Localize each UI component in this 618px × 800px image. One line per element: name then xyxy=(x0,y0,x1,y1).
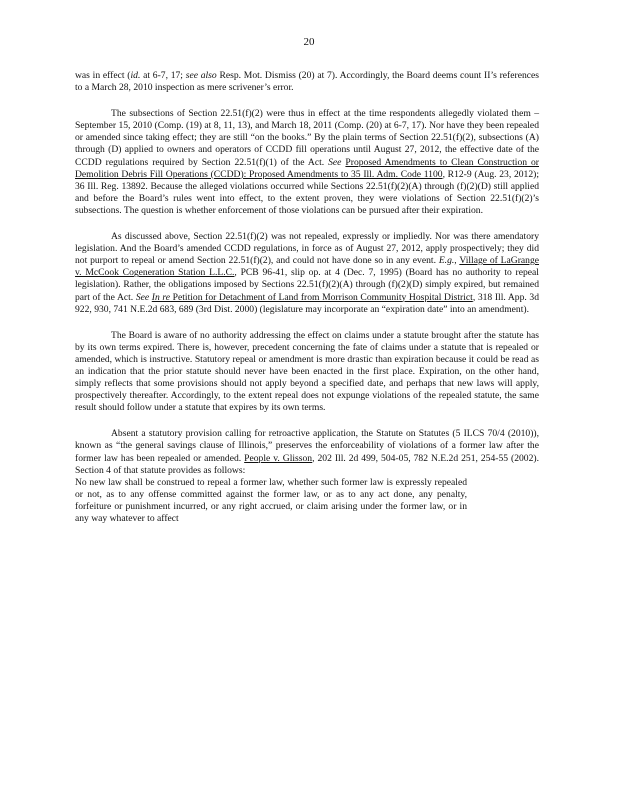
emphasis-text: See xyxy=(328,156,342,168)
citation-text: Village of LaGrange v. McCook Cogeneration Station L.L.C. xyxy=(75,255,540,279)
paragraph-2: The subsections of Section 22.51(f)(2) were thus in effect at the time respondents allegedly violated them – September 15, 2010 (Comp. (19) at 8, 11, 13), and March 18, 2011 (Comp. (20) at 6-7, 17). Nor have they been repealed or amended since taking effect; they are still “on the books.” By the plain terms of Section 22.51(f)(2), subsections (A) through (D) applied to owners and operators of CCDD fill operations until August 27, 2012, the effective date of the CCDD regulations required by Section 22.51(f)(1) of the Act. See Proposed Amendments to Clean Construction or Demolition Debris Fill Operations (CCDD): Proposed Amendments to 35 Ill. Adm. Code 1100, R12-9 (Aug. 23, 2012); 36 Ill. Reg. 13892. Because the alleged violations occurred while Sections 22.51(f)(2)(A) through (f)(2)(D) still applied and before the Board’s rules went into effect, to the extent proven, they were violations of Section 22.51(f)(2)’s subsections. The question is whether enforcement of those violations can be pursued after their expiration. xyxy=(75,108,539,216)
paragraph-1: was in effect (id. at 6-7, 17; see also Resp. Mot. Dismiss (20) at 7). Accordingly, the Board deems count II’s references to a March 28, 2010 inspection as mere scrivener’s error. xyxy=(75,70,539,94)
citation-text: Proposed Amendments to Clean Construction or Demolition Debris Fill Operations (CCDD): Proposed Amendments to 35 Ill. Adm. Code 1100 xyxy=(75,156,539,180)
citation-text: People v. Glisson xyxy=(244,452,313,464)
paragraph-4: The Board is aware of no authority addressing the effect on claims under a statute brought after the statute has by its own terms expired. There is, however, precedent concerning the fate of claims under a statute that is repealed or amended, which is instructive. Statutory repeal or amendment is more drastic than expiration because it could be read as an indication that the prior statute should never have been enacted in the first place. Expiration, on the other hand, simply reflects that some provisions should not apply beyond a specified date, and perhaps that new laws will apply, prospectively thereafter. Accordingly, to the extent repeal does not expunge violations of the repealed statute, the same result should follow under a statute that expires by its own terms. xyxy=(75,329,539,414)
paragraph-3: As discussed above, Section 22.51(f)(2) was not repealed, expressly or impliedly. Nor was there amendatory legislation. And the Board’s amended CCDD regulations, in force as of August 27, 2012, apply prospectively; they did not purport to repeal or amend Section 22.51(f)(2), and could not have done so in any event. E.g., Village of LaGrange v. McCook Cogeneration Station L.L.C., PCB 96-41, slip op. at 4 (Dec. 7, 1995) (Board has no authority to repeal legislation). Rather, the obligations imposed by Sections 22.51(f)(2)(A) through (f)(2)(D) simply expired, but remained part of the Act. See In re Petition for Detachment of Land from Morrison Community Hospital District, 318 Ill. App. 3d 922, 930, 741 N.E.2d 683, 689 (3rd Dist. 2000) (legislature may incorporate an “expiration date” into an amendment). xyxy=(75,231,540,315)
citation-text: Petition for Detachment of Land from Morrison Community Hospital District xyxy=(170,291,473,303)
emphasis-text: id. xyxy=(130,70,141,81)
block-quote: No new law shall be construed to repeal a former law, whether such former law is expressly repealed or not, as to any offense committed against the former law, or as to any act done, any penalty, forfeiture or punishment incurred, or any right accrued, or claim arising under the former law, or in any way whatever to affect xyxy=(75,476,467,524)
citation-text: In re xyxy=(151,291,171,303)
emphasis-text: E.g. xyxy=(438,255,455,267)
emphasis-text: See xyxy=(135,291,150,303)
paragraph-5: Absent a statutory provision calling for retroactive application, the Statute on Statutes (5 ILCS 70/4 (2010)), known as “the general savings clause of Illinois,” preserves the enforceability of violations of a former law after the former law has been repealed or amended. People v. Glisson, 202 Ill. 2d 499, 504-05, 782 N.E.2d 251, 254-55 (2002). Section 4 of that statute provides as follows: xyxy=(75,428,539,476)
emphasis-text: see also xyxy=(185,70,217,81)
document-body xyxy=(75,70,539,525)
page-number: 20 xyxy=(303,36,315,48)
